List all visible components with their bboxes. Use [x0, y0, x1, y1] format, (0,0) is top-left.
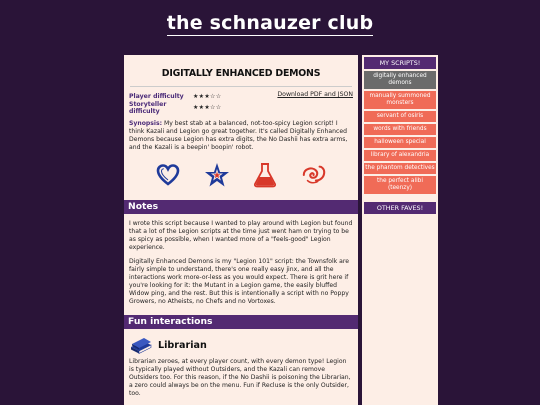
- star-icon: [204, 162, 230, 188]
- sidebar-item-words-with-friends[interactable]: words with friends: [364, 124, 436, 135]
- fun-interactions-header: Fun interactions: [124, 315, 358, 329]
- flask-icon: [252, 162, 278, 188]
- sidebar-item-digitally-enhanced-demons[interactable]: digitally enhanced demons: [364, 71, 436, 89]
- other-faves-header: OTHER FAVES!: [364, 202, 436, 214]
- storyteller-difficulty-stars: ★★★☆☆: [193, 104, 222, 111]
- storyteller-difficulty-label: Storyteller difficulty: [129, 100, 167, 115]
- sidebar-item-servant-of-osiris[interactable]: servant of osiris: [364, 111, 436, 122]
- synopsis-text: My best stab at a balanced, not-too-spicy Legion script! I think Kazali and Legion go great together. It's called Digitally Enhanced Demons because Legion has extra digits, the No Dashii has extra arms, and the Kazali is a beepin' boopin' robot.: [129, 120, 348, 151]
- player-difficulty-label: Player difficulty: [129, 93, 184, 100]
- sidebar: [362, 55, 438, 405]
- synopsis: [129, 120, 353, 152]
- librarian-title: Librarian: [158, 339, 207, 351]
- sidebar-item-the-perfect-alibi[interactable]: the perfect alibi (teenzy): [364, 176, 436, 194]
- heart-icon: [155, 162, 181, 188]
- sidebar-item-the-phantom-detectives[interactable]: the phantom detectives: [364, 163, 436, 174]
- download-pdf-json-link[interactable]: Download PDF and JSON: [277, 91, 353, 98]
- storyteller-difficulty: [129, 102, 353, 113]
- page-title: DIGITALLY ENHANCED DEMONS: [130, 61, 352, 87]
- sidebar-item-library-of-alexandria[interactable]: library of alexandria: [364, 150, 436, 161]
- main-content: [124, 55, 358, 405]
- notes-paragraph-2: Digitally Enhanced Demons is my "Legion 101" script: the Townsfolk are fairly simple to understand, there's one really easy jinx, and all the interactions work more-or-less as you would expect. There is grit here if you're looking for it: the Mutant in a Legion game, the easily bluffed Widow ping, and the rest. But this is intentionally a script with no Poppy Growers, no Atheists, no Chefs and no Vortoxes.: [129, 258, 349, 305]
- synopsis-label: Synopsis:: [129, 120, 163, 127]
- my-scripts-header: MY SCRIPTS!: [364, 57, 436, 69]
- player-difficulty-stars: ★★★☆☆: [193, 93, 222, 100]
- sidebar-item-halloween-special[interactable]: halloween special: [364, 137, 436, 148]
- librarian-row: [129, 335, 353, 355]
- site-title[interactable]: the schnauzer club: [166, 12, 374, 34]
- sidebar-item-manually-summoned-monsters[interactable]: manually summoned monsters: [364, 91, 436, 109]
- notes-header: Notes: [124, 200, 358, 214]
- notes-paragraph-1: I wrote this script because I wanted to play around with Legion but found that a lot of the Legion scripts at the time just went ham on trying to be as spicy as possible, when I wanted more of a "feels-good" Legion experience.: [129, 220, 353, 251]
- script-icons: [144, 160, 338, 190]
- swirl-icon: [301, 162, 327, 188]
- difficulty-block: [129, 91, 353, 115]
- librarian-text: Librarian zeroes, at every player count, with every demon type! Legion is typically played without Outsiders, and the Kazali can remove Outsiders too. For this reason, if the No Dashii is poisoning the Librarian, a zero could always be on the menu. Fun if Recluse is the only Outsider, too.: [129, 358, 351, 397]
- book-icon: [129, 336, 153, 354]
